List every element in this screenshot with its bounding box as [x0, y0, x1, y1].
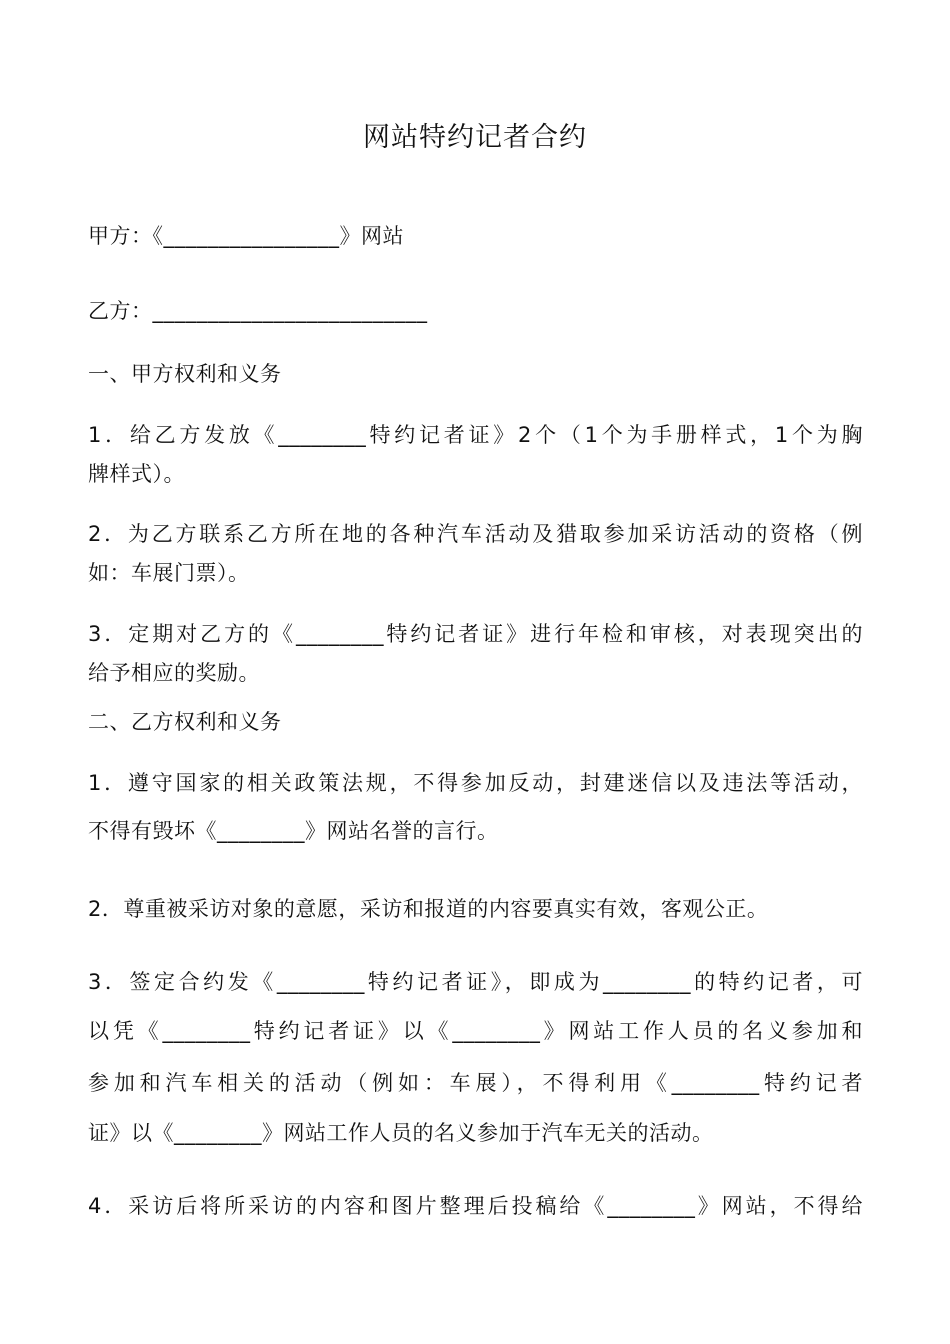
paragraph-line: 牌样式）。 — [88, 462, 185, 486]
paragraph-line: 给予相应的奖励。 — [88, 661, 260, 685]
paragraph-line: 3．定期对乙方的《________特约记者证》进行年检和审核，对表现突出的 — [88, 622, 863, 646]
party-b-line: 乙方：_________________________ — [88, 299, 428, 323]
paragraph-line: 4．采访后将所采访的内容和图片整理后投稿给《________》网站，不得给 — [88, 1194, 863, 1218]
paragraph-line: 参加和汽车相关的活动（例如：车展），不得利用《________特约记者 — [88, 1071, 863, 1095]
paragraph-line: 以凭《________特约记者证》以《________》网站工作人员的名义参加和 — [88, 1019, 863, 1043]
section-heading-1: 一、甲方权利和义务 — [88, 362, 282, 386]
paragraph-line: 证》以《________》网站工作人员的名义参加于汽车无关的活动。 — [88, 1121, 714, 1145]
document-title: 网站特约记者合约 — [363, 122, 587, 153]
paragraph-line: 2．尊重被采访对象的意愿，采访和报道的内容要真实有效，客观公正。 — [88, 897, 769, 921]
section-heading-2: 二、乙方权利和义务 — [88, 710, 282, 734]
party-a-line: 甲方：《________________》网站 — [88, 224, 404, 248]
paragraph-line: 3．签定合约发《________特约记者证》，即成为________的特约记者，可 — [88, 970, 863, 994]
paragraph-line: 1．遵守国家的相关政策法规，不得参加反动，封建迷信以及违法等活动， — [88, 771, 863, 795]
paragraph-line: 如：车展门票）。 — [88, 561, 250, 585]
paragraph-line: 1．给乙方发放《________特约记者证》2个（1个为手册样式，1个为胸 — [88, 423, 863, 447]
paragraph-line: 2．为乙方联系乙方所在地的各种汽车活动及猎取参加采访活动的资格（例 — [88, 522, 863, 546]
paragraph-line: 不得有毁坏《________》网站名誉的言行。 — [88, 819, 499, 843]
